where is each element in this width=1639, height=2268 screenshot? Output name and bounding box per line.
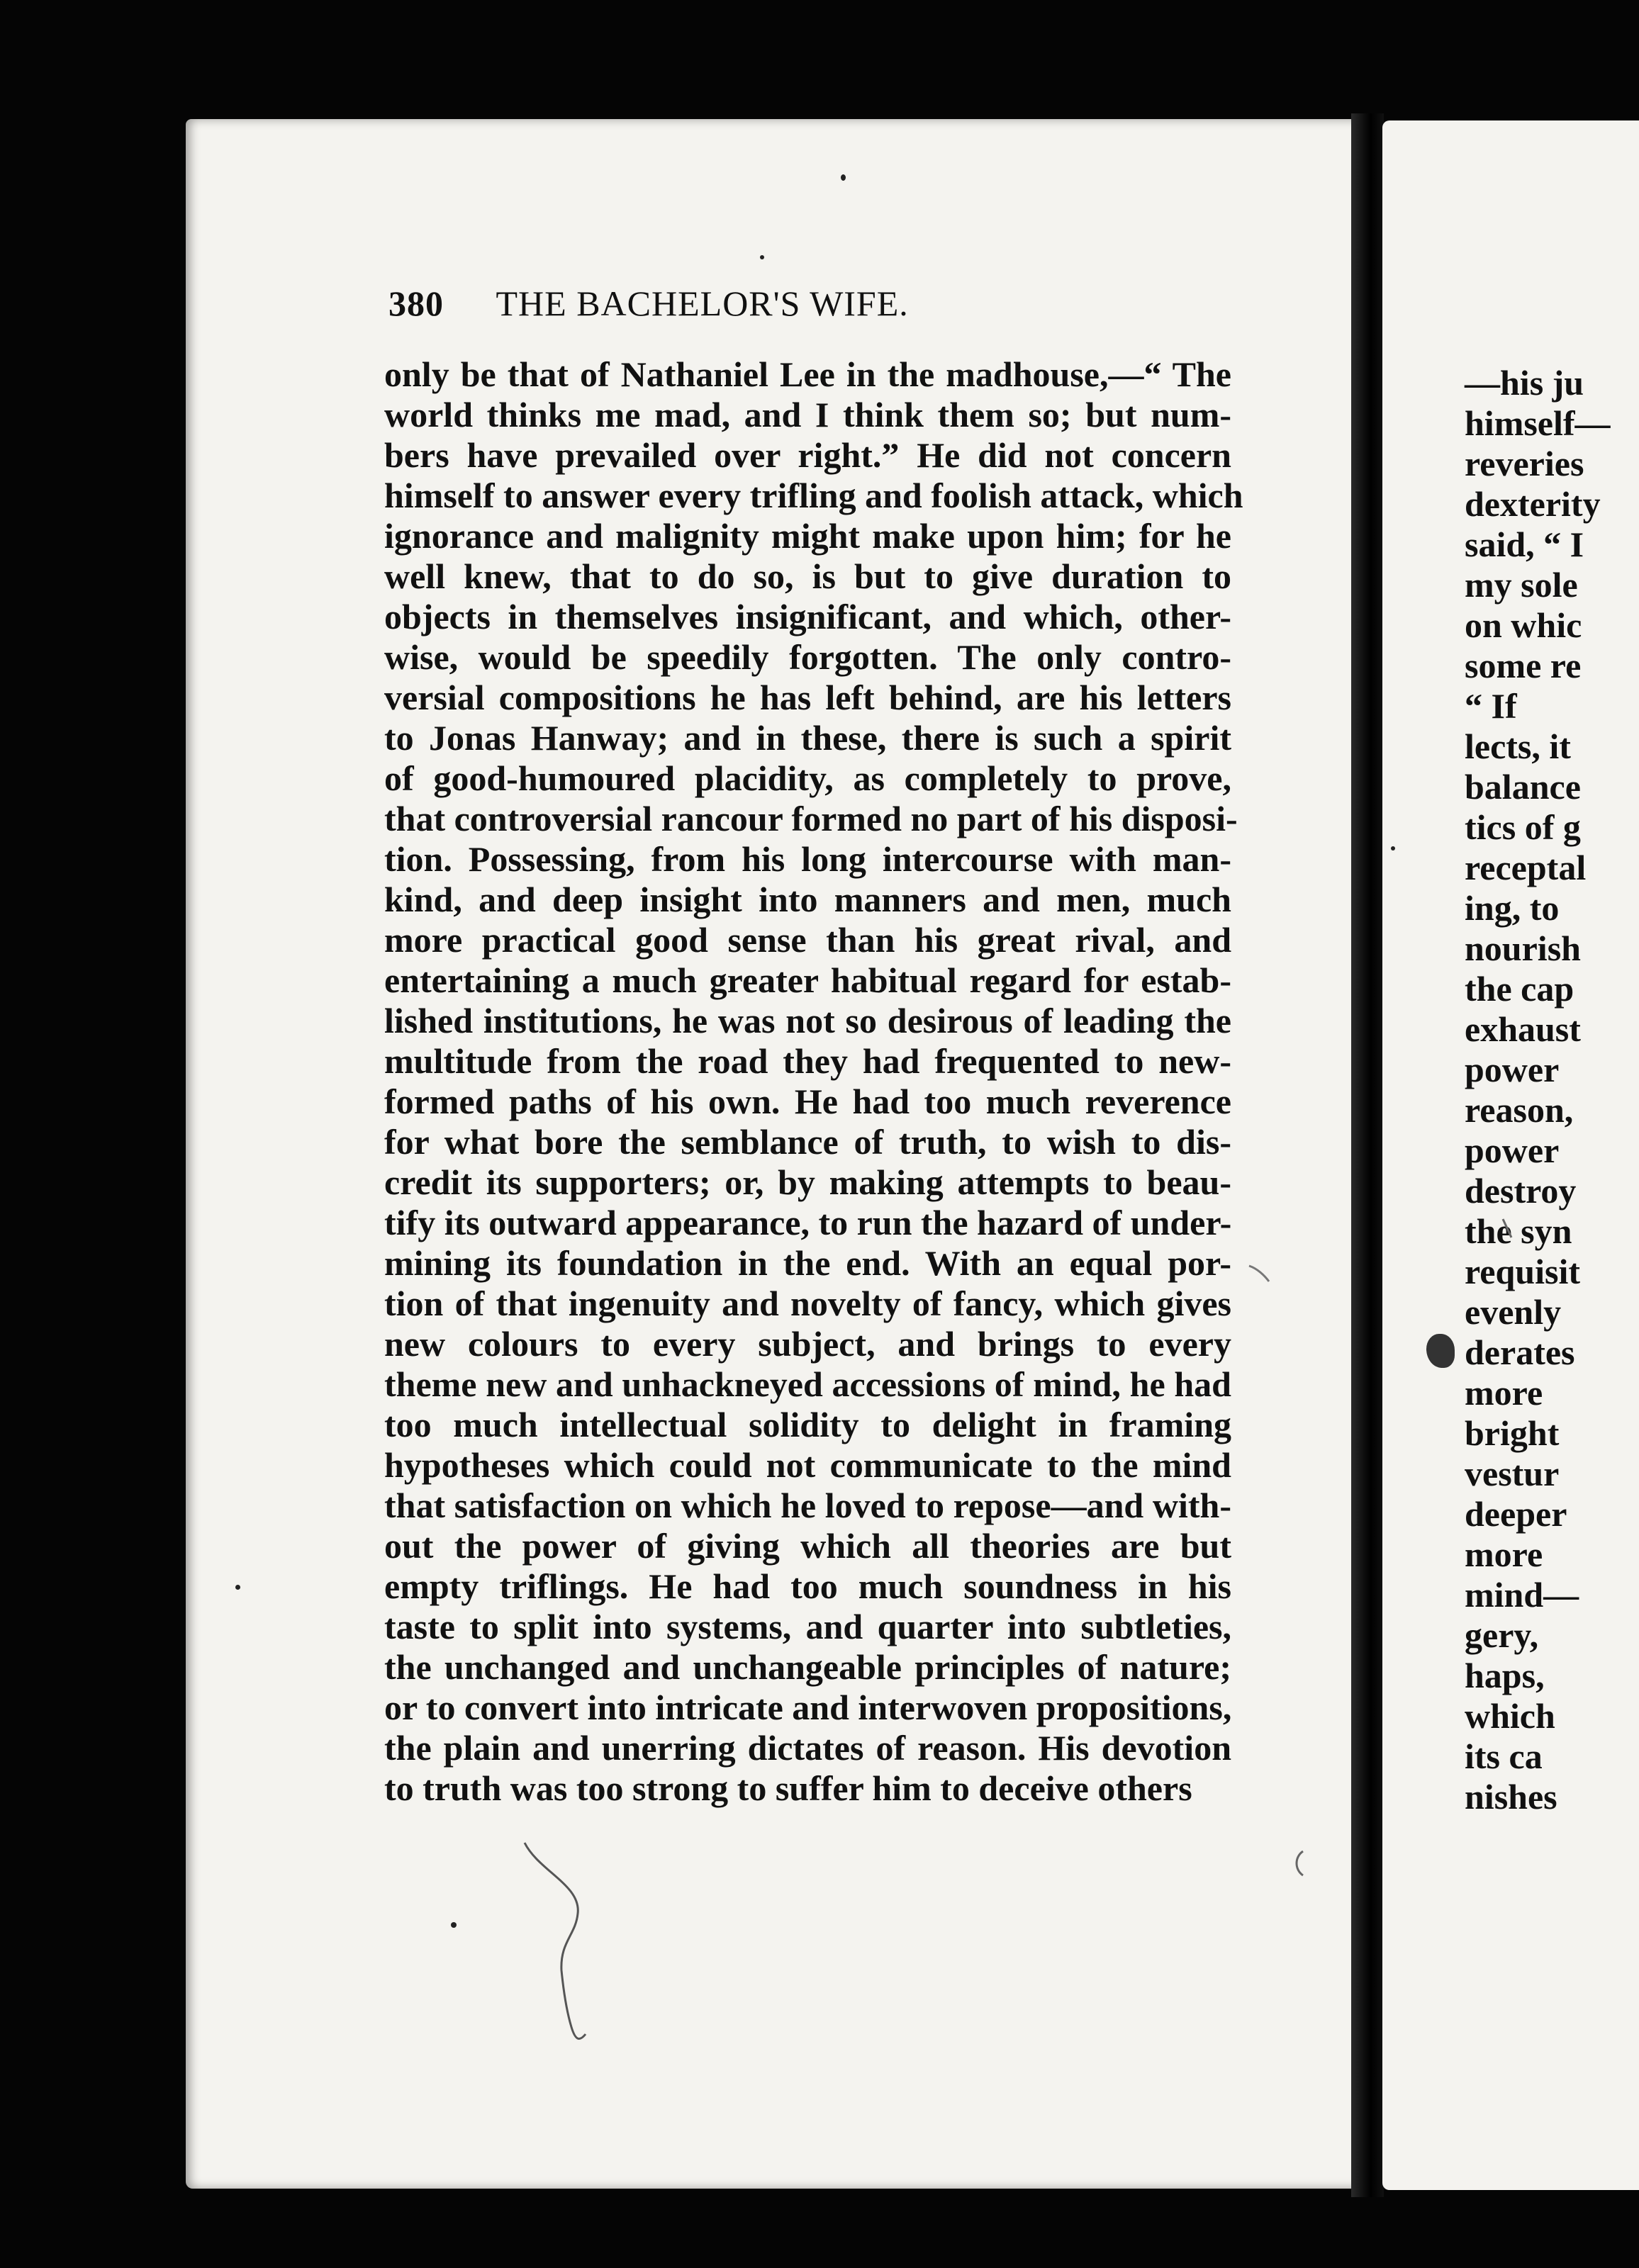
text-line: lished institutions, he was not so desirous of leading the — [384, 1001, 1231, 1040]
text-line: mining its foundation in the end. With an equal por- — [384, 1243, 1231, 1283]
facing-page-line: bright — [1465, 1413, 1560, 1453]
text-line: tion. Possessing, from his long intercourse with man- — [384, 839, 1231, 879]
text-line: that controversial rancour formed no part of his disposi- — [384, 799, 1238, 838]
facing-page-line: derates — [1465, 1332, 1575, 1372]
text-line: too much intellectual solidity to delight in framing — [384, 1405, 1231, 1444]
text-line: to Jonas Hanway; and in these, there is such a spirit — [384, 718, 1231, 758]
facing-page-line: —his ju — [1465, 363, 1584, 403]
facing-page-line: the syn — [1465, 1211, 1572, 1251]
facing-page-line: on whic — [1465, 605, 1582, 645]
text-line: objects in themselves insignificant, and which, other- — [384, 597, 1231, 636]
facing-page-line: balance — [1465, 767, 1581, 807]
facing-page-line: evenly — [1465, 1292, 1562, 1332]
facing-page-line: more — [1465, 1373, 1543, 1413]
facing-page-line: some re — [1465, 646, 1582, 685]
facing-page-line: exhaust — [1465, 1009, 1581, 1049]
text-line: more practical good sense than his great rival, and — [384, 920, 1231, 960]
text-line: to truth was too strong to suffer him to deceive others — [384, 1768, 1192, 1808]
text-line: new colours to every subject, and brings to every — [384, 1324, 1231, 1364]
facing-page-line: receptal — [1465, 848, 1587, 887]
facing-page-line: nishes — [1465, 1777, 1557, 1817]
text-line: world thinks me mad, and I think them so; but num- — [384, 395, 1231, 434]
facing-page-line: haps, — [1465, 1656, 1545, 1695]
text-line: bers have prevailed over right.” He did not concern — [384, 435, 1231, 475]
facing-page-line: lects, it — [1465, 726, 1571, 766]
facing-page-line: himself— — [1465, 403, 1611, 443]
text-line: tion of that ingenuity and novelty of fancy, which gives — [384, 1284, 1231, 1323]
text-line: kind, and deep insight into manners and men, much — [384, 880, 1231, 919]
facing-page-line: “ If — [1465, 686, 1517, 726]
page-number: 380 — [388, 284, 444, 323]
running-title: THE BACHELOR'S WIFE. — [496, 284, 909, 323]
text-line: taste to split into systems, and quarter into subtleties, — [384, 1607, 1231, 1646]
text-line: empty triflings. He had too much soundness in his — [384, 1566, 1231, 1606]
facing-page-line: my sole — [1465, 565, 1578, 605]
facing-page-line: reason, — [1465, 1090, 1574, 1130]
text-line: or to convert into intricate and interwoven propositions, — [384, 1688, 1232, 1727]
facing-page-line: its ca — [1465, 1736, 1543, 1776]
text-line: out the power of giving which all theories are but — [384, 1526, 1231, 1566]
text-line: only be that of Nathaniel Lee in the madhouse,—“ The — [384, 354, 1231, 394]
facing-page-line: which — [1465, 1696, 1555, 1736]
text-line: the plain and unerring dictates of reason. His devotion — [384, 1728, 1231, 1768]
text-line: tify its outward appearance, to run the hazard of under- — [384, 1203, 1232, 1242]
text-line: of good-humoured placidity, as completely to prove, — [384, 758, 1231, 798]
facing-page-line: said, “ I — [1465, 524, 1584, 564]
facing-page-line: ing, to — [1465, 888, 1560, 928]
text-line: the unchanged and unchangeable principles of nature; — [384, 1647, 1231, 1687]
facing-page-line: power — [1465, 1050, 1560, 1089]
text-line: wise, would be speedily forgotten. The only contro- — [384, 637, 1231, 677]
text-line: well knew, that to do so, is but to give duration to — [384, 556, 1231, 596]
facing-page-line: nourish — [1465, 928, 1581, 968]
facing-page-line: more — [1465, 1534, 1543, 1574]
text-line: theme new and unhackneyed accessions of mind, he had — [384, 1364, 1231, 1404]
text-line: hypotheses which could not communicate to the mind — [384, 1445, 1231, 1485]
facing-page-line: requisit — [1465, 1252, 1580, 1291]
text-line: credit its supporters; or, by making attempts to beau- — [384, 1162, 1231, 1202]
text-line: versial compositions he has left behind, are his letters — [384, 678, 1231, 717]
facing-page-line: destroy — [1465, 1171, 1577, 1211]
text-line: entertaining a much greater habitual regard for estab- — [384, 960, 1231, 1000]
facing-page-line: dexterity — [1465, 484, 1601, 524]
text-line: himself to answer every trifling and foolish attack, which — [384, 476, 1243, 515]
facing-page-line: power — [1465, 1130, 1560, 1170]
facing-page-line: deeper — [1465, 1494, 1567, 1534]
text-line: ignorance and malignity might make upon him; for he — [384, 516, 1231, 556]
facing-page-line: mind— — [1465, 1575, 1579, 1615]
facing-page-line: reveries — [1465, 444, 1584, 483]
facing-page-line: the cap — [1465, 969, 1574, 1009]
facing-page-line: gery, — [1465, 1615, 1539, 1655]
text-line: formed paths of his own. He had too much reverence — [384, 1082, 1231, 1121]
text-line: multitude from the road they had frequented to new- — [384, 1041, 1231, 1081]
text-line: that satisfaction on which he loved to repose—and with- — [384, 1486, 1231, 1525]
text-line: for what bore the semblance of truth, to wish to dis- — [384, 1122, 1231, 1162]
facing-page-line: vestur — [1465, 1454, 1560, 1493]
facing-page-line: tics of g — [1465, 807, 1581, 847]
